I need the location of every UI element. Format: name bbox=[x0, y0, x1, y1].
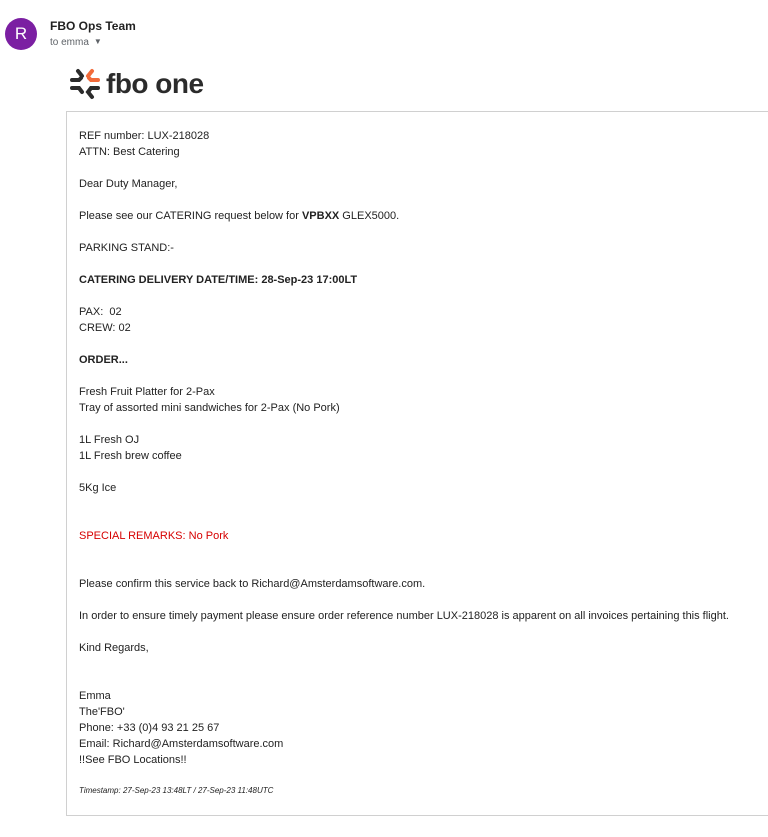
fbo-one-logo bbox=[69, 68, 204, 100]
recipient-line: to emma bbox=[50, 37, 89, 48]
confirm-prefix: Please confirm this service back to bbox=[79, 578, 252, 590]
greeting: Dear Duty Manager, bbox=[79, 178, 178, 190]
recipient-details-toggle[interactable] bbox=[50, 37, 102, 48]
aircraft-registration: VPBXX bbox=[301, 210, 340, 222]
timestamp: Timestamp: 27-Sep-23 13:48LT / 27-Sep-23 11:48UTC bbox=[79, 786, 274, 795]
signature-name: Emma bbox=[79, 690, 111, 702]
drink-item: 1L Fresh OJ bbox=[79, 434, 140, 446]
confirm-suffix: . bbox=[422, 578, 426, 590]
pax-count: PAX: 02 bbox=[79, 306, 122, 318]
confirm-email-link[interactable]: Richard@Amsterdamsoftware.com bbox=[251, 578, 423, 590]
signature-phone: Phone: +33 (0)4 93 21 25 67 bbox=[79, 722, 220, 734]
confirm-line bbox=[79, 576, 759, 592]
request-prefix: Please see our CATERING request below for bbox=[79, 210, 302, 222]
fbo-one-logo-text: fbo one bbox=[106, 68, 204, 99]
fbo-one-logo-icon bbox=[69, 68, 101, 100]
payment-note: In order to ensure timely payment please ensure order reference number LUX-218028 is apparent on all invoices pertaining this flight. bbox=[79, 610, 729, 622]
ice-item: 5Kg Ice bbox=[79, 482, 117, 494]
request-suffix: GLEX5000. bbox=[339, 210, 400, 222]
order-item: Tray of assorted mini sandwiches for 2-Pax (No Pork) bbox=[79, 402, 340, 414]
request-line bbox=[79, 208, 759, 224]
fbo-locations-link[interactable]: !!See FBO Locations!! bbox=[79, 754, 187, 766]
delivery-datetime: CATERING DELIVERY DATE/TIME: 28-Sep-23 17:00LT bbox=[79, 274, 358, 286]
signature-email bbox=[79, 736, 759, 752]
signature-email-link[interactable]: Richard@Amsterdamsoftware.com bbox=[112, 738, 284, 750]
sender-avatar[interactable]: R bbox=[5, 18, 37, 50]
parking-stand: PARKING STAND:- bbox=[79, 242, 174, 254]
signature-company: The'FBO' bbox=[79, 706, 125, 718]
ref-number: REF number: LUX-218028 bbox=[79, 130, 210, 142]
chevron-down-icon: ▼ bbox=[93, 37, 102, 46]
attn-line: ATTN: Best Catering bbox=[79, 146, 180, 158]
drink-item: 1L Fresh brew coffee bbox=[79, 450, 182, 462]
email-body bbox=[79, 128, 759, 796]
closing: Kind Regards, bbox=[79, 642, 149, 654]
sender-name[interactable]: FBO Ops Team bbox=[50, 19, 136, 33]
order-item: Fresh Fruit Platter for 2-Pax bbox=[79, 386, 215, 398]
special-remarks: SPECIAL REMARKS: No Pork bbox=[79, 530, 229, 542]
order-heading: ORDER... bbox=[79, 354, 128, 366]
crew-count: CREW: 02 bbox=[79, 322, 131, 334]
signature-email-label: Email: bbox=[79, 738, 113, 750]
